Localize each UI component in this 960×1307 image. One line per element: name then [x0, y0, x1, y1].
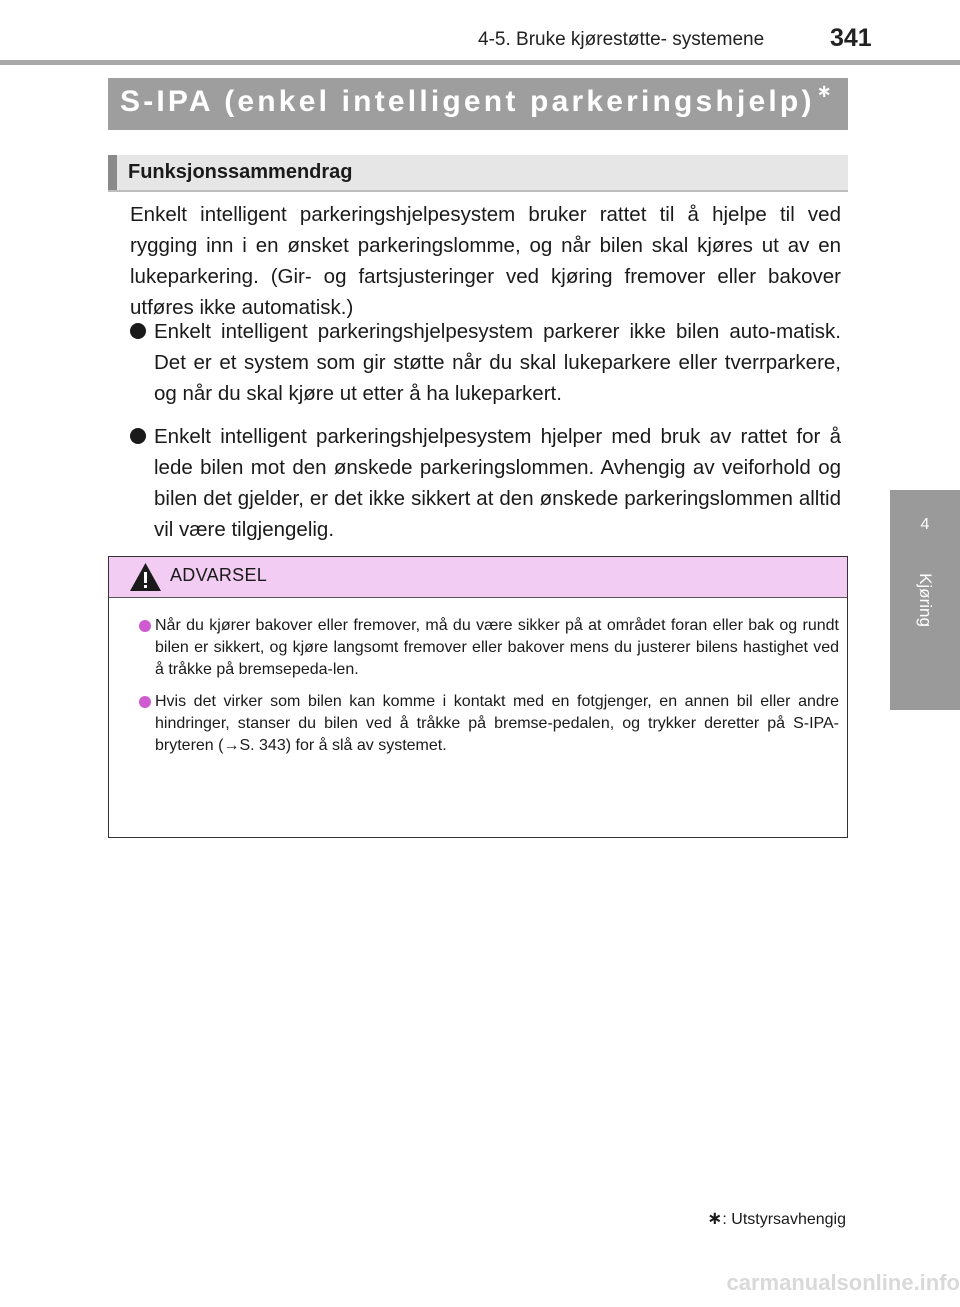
- warning-item: [139, 615, 839, 681]
- warning-list: [139, 615, 839, 767]
- warning-bullet-icon: [139, 696, 151, 708]
- warning-triangle-icon: [129, 562, 162, 592]
- bullet-item: [130, 316, 841, 409]
- page-number: 341: [830, 24, 872, 52]
- section-title: Funksjonssammendrag: [128, 161, 353, 183]
- warning-bullet-icon: [139, 620, 151, 632]
- warning-header: [109, 557, 847, 598]
- chapter-number: 4: [920, 516, 930, 533]
- footnote-star: ∗: [707, 1208, 723, 1228]
- bullet-dot-icon: [130, 323, 146, 339]
- bullet-text: Enkelt intelligent parkeringshjelpesystem hjelper med bruk av rattet for å lede bilen mot den ønskede parkeringslommen. Avhengig av veiforhold og bilen det gjelder, er det ikke sikkert at den ønskede parkeringslommen alltid vil være tilgjengelig.: [154, 425, 841, 541]
- footnote-text: : Utstyrsavhengig: [722, 1211, 846, 1228]
- chapter-label: Kjøring: [916, 573, 935, 627]
- watermark: carmanualsonline.info: [726, 1270, 960, 1295]
- section-header-accent: [108, 155, 117, 190]
- warning-box: [108, 556, 848, 838]
- warning-label: ADVARSEL: [170, 565, 268, 585]
- warning-text: Når du kjører bakover eller fremover, må du være sikker på at området foran eller bak og rundt bilen er sikkert, og kjøre langsomt fremover eller bakover mens du justerer bilens hastighet ved å tråkke på bremsepeda-len.: [155, 617, 839, 678]
- footnote: [686, 1208, 846, 1229]
- title-asterisk: ∗: [816, 81, 835, 101]
- running-header: 4-5. Bruke kjørestøtte- systemene: [478, 29, 765, 50]
- bullet-list: [130, 316, 841, 557]
- page-title-bar: [108, 78, 848, 130]
- bullet-text: Enkelt intelligent parkeringshjelpesystem parkerer ikke bilen auto-matisk. Det er et system som gir støtte når du skal lukeparkere eller tverrparkere, og når du skal kjøre ut etter å ha lukeparkert.: [154, 320, 841, 405]
- section-header: [108, 155, 848, 192]
- bullet-item: [130, 421, 841, 545]
- intro-paragraph: Enkelt intelligent parkeringshjelpesystem bruker rattet til å hjelpe til ved rygging inn i en ønsket parkeringslomme, og når bilen skal kjøres ut av en lukeparkering. (Gir- og fartsjusteringer ved kjøring fremover eller bakover utføres ikke automatisk.): [130, 203, 841, 319]
- page-title: [120, 81, 835, 119]
- bullet-dot-icon: [130, 428, 146, 444]
- warning-item: [139, 691, 839, 757]
- page-title-text: S-IPA (enkel intelligent parkeringshjelp): [120, 85, 815, 118]
- warning-text: Hvis det virker som bilen kan komme i kontakt med en fotgjenger, en annen bil eller andre hindringer, stanser du bilen ved å tråkke på bremse-pedalen, og trykker deretter på S-IPA-bryteren (→S. 343) for å slå av systemet.: [155, 693, 839, 754]
- chapter-tab[interactable]: [890, 490, 960, 710]
- header-divider: [0, 60, 960, 65]
